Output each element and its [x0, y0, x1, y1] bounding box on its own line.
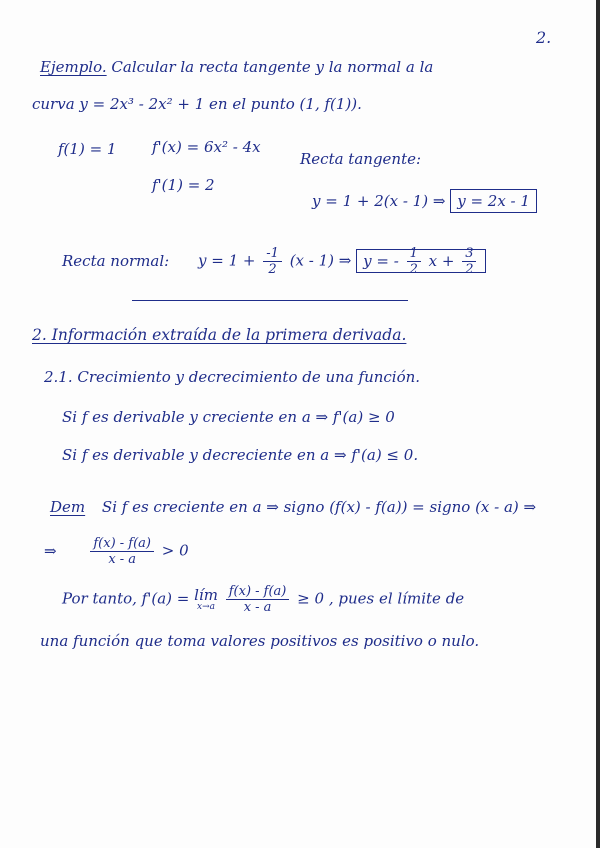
subsection-title: 2.1. Crecimiento y decrecimiento de una función.: [44, 368, 421, 386]
example-statement: Calcular la recta tangente y la normal a la: [111, 58, 434, 76]
proof-line-3: [62, 584, 464, 615]
example-label: Ejemplo.: [40, 58, 107, 76]
tangent-line: [312, 192, 537, 210]
proof-statement: Si f es creciente en a ⇒ signo (f(x) - f(a)) = signo (x - a) ⇒: [101, 498, 537, 516]
difference-quotient-den: x - a: [108, 552, 137, 567]
normal-result-fraction-1: [407, 246, 421, 277]
normal-result-mid: x +: [428, 251, 455, 270]
section-divider: [132, 300, 408, 301]
normal-title: Recta normal:: [62, 251, 170, 270]
derivative: f'(x) = 6x² - 4x: [152, 138, 261, 156]
normal-slope-den: 2: [268, 262, 277, 277]
section-title: 2. Información extraída de la primera derivada.: [32, 326, 407, 344]
normal-slope-fraction: [263, 246, 282, 277]
limit-symbol: [194, 585, 218, 612]
normal-result-frac2-num: 3: [462, 246, 476, 262]
proof-line-4: una función que toma valores positivos es positivo o nulo.: [40, 632, 480, 650]
normal-eq-end: (x - 1) ⇒: [289, 251, 352, 270]
normal-result-fraction-2: [462, 246, 476, 277]
normal-result-frac2-den: 2: [465, 262, 474, 277]
limit-quotient-num: f(x) - f(a): [226, 584, 290, 600]
example-line-1: [40, 58, 433, 76]
scan-edge: [596, 0, 600, 848]
proof-line-2: [44, 536, 189, 567]
limit-quotient: [226, 584, 290, 615]
derivative-at-1: f'(1) = 2: [152, 176, 215, 194]
proof-line-1: [50, 498, 536, 516]
normal-result-box: [356, 246, 486, 277]
limit-word: lím: [194, 585, 218, 604]
limit-quotient-den: x - a: [243, 600, 272, 615]
normal-result-start: y = -: [363, 251, 399, 270]
tangent-result-box: y = 2x - 1: [450, 189, 537, 213]
tangent-title: Recta tangente:: [300, 150, 422, 168]
positive-sign: > 0: [161, 541, 189, 560]
rule-increasing: Si f es derivable y creciente en a ⇒ f'(a) ≥ 0: [62, 408, 395, 426]
proof-label: Dem: [50, 498, 86, 516]
normal-result-frac1-den: 2: [409, 262, 418, 277]
tangent-equation: y = 1 + 2(x - 1) ⇒: [312, 192, 446, 210]
normal-line: [62, 246, 486, 277]
f-at-1: f(1) = 1: [58, 140, 117, 158]
proof-arrow: ⇒: [44, 541, 57, 560]
difference-quotient-num: f(x) - f(a): [90, 536, 154, 552]
conclusion-start: Por tanto, f'(a) =: [62, 589, 190, 608]
example-line-2: curva y = 2x³ - 2x² + 1 en el punto (1, f(1)).: [32, 95, 362, 113]
normal-slope-num: -1: [263, 246, 282, 262]
conclusion-end: ≥ 0 , pues el límite de: [297, 589, 465, 608]
normal-result-frac1-num: 1: [407, 246, 421, 262]
rule-decreasing: Si f es derivable y decreciente en a ⇒ f'(a) ≤ 0.: [62, 446, 419, 464]
limit-subscript: x→a: [197, 601, 216, 612]
normal-eq-start: y = 1 +: [197, 251, 256, 270]
difference-quotient: [90, 536, 154, 567]
page-number: 2.: [536, 28, 552, 47]
